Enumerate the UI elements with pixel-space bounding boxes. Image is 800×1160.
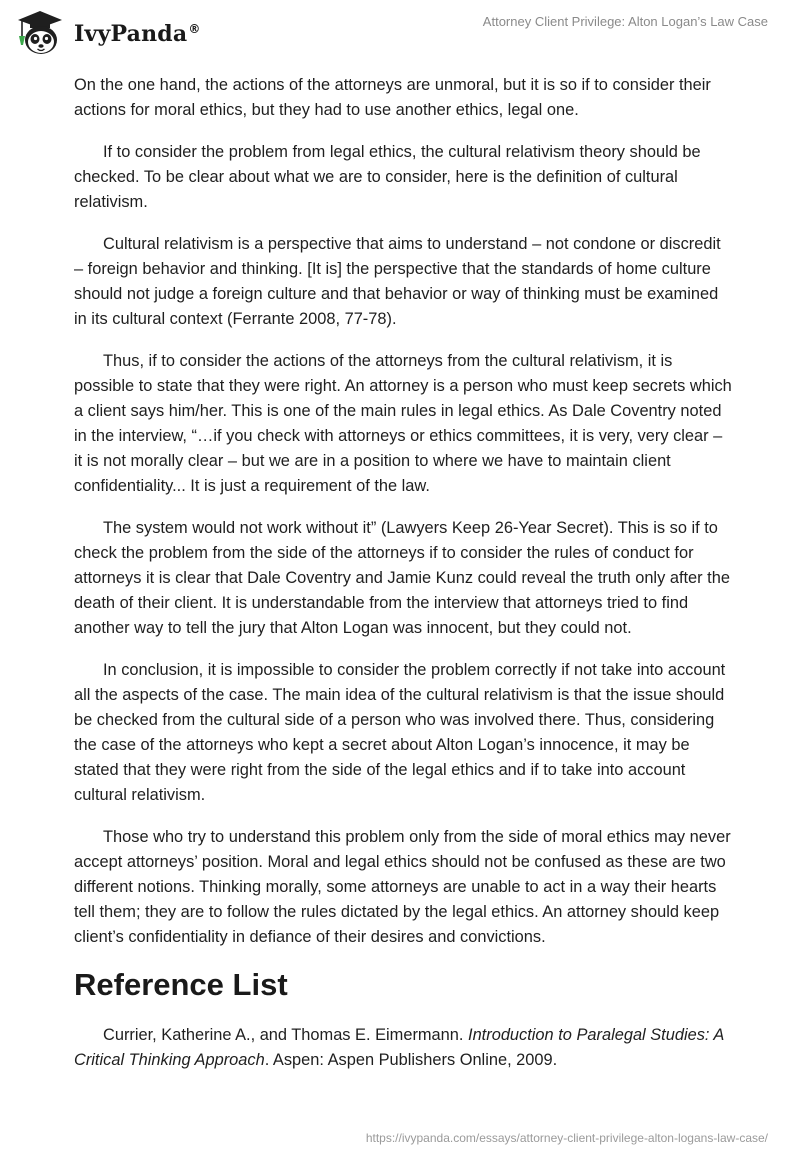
essay-paragraph-2: If to consider the problem from legal ethics, the cultural relativism theory should be checked. To be clear about what we are to consider, here is the definition of cultural relativism. [74,143,701,211]
essay-paragraph-5: The system would not work without it” (Lawyers Keep 26-Year Secret). This is so if to check the problem from the side of the attorneys if to consider the rules of conduct for attorneys it is clear that Dale Coventry and Jamie Kunz could reveal the truth only after the death of their client. It is understandable from the interview that attorneys tried to find another way to tell the jury that Alton Logan was innocent, but they could not. [74,519,730,637]
brand-logo[interactable] [14,8,201,58]
brand-name: IvyPanda® [74,21,201,47]
reference-title: Introduction to Paralegal Studies: A Critical Thinking Approach [74,1026,724,1069]
reference-authors: Currier, Katherine A., and Thomas E. Eimermann. [103,1026,469,1044]
page-header [0,0,800,70]
source-url[interactable]: https://ivypanda.com/essays/attorney-client-privilege-alton-logans-law-case/ [365,1131,768,1145]
essay-paragraph-1: On the one hand, the actions of the attorneys are unmoral, but it is so if to consider their actions for moral ethics, but they had to use another ethics, legal one. [74,76,711,119]
essay-paragraph-6: In conclusion, it is impossible to consider the problem correctly if not take into account all the aspects of the case. The main idea of the cultural relativism is that the issue should be checked from the cultural side of a person who was involved there. Thus, considering the case of the attorneys who kept a secret about Alton Logan’s innocence, it may be stated that they were right from the side of the legal ethics and if to take into account cultural relativism. [74,661,726,804]
essay-quote-paragraph: Cultural relativism is a perspective that aims to understand – not condone or discredit – foreign behavior and thinking. [It is] the perspective that the standards of home culture should not judge a foreign culture and that behavior or way of thinking must be examined in its cultural context (Ferrante 2008, 77-78). [74,235,721,328]
page-title: Attorney Client Privilege: Alton Logan’s Law Case [482,14,768,29]
panda-graduate-icon [14,9,66,57]
essay-paragraph-7: Those who try to understand this problem only from the side of moral ethics may never accept attorneys’ position. Moral and legal ethics should not be confused as these are two different notions. Thinking morally, some attorneys are unable to act in a way their hearts tell them; they are to follow the rules dictated by the legal ethics. An attorney should keep client’s confidentiality in defiance of their desires and convictions. [74,828,731,946]
essay-paragraph-4: Thus, if to consider the actions of the attorneys from the cultural relativism, it is possible to state that they were right. An attorney is a person who must keep secrets which a client says him/her. This is one of the main rules in legal ethics. As Dale Coventry noted in the interview, “…if you check with attorneys or ethics committees, it is very, very clear – it is not morally clear – but we are in a position to where we have to maintain client confidentiality... It is just a requirement of the law. [74,352,732,495]
reference-list-heading: Reference List [74,967,288,1002]
reference-entry [74,1023,734,1073]
reference-publisher: . Aspen: Aspen Publishers Online, 2009. [264,1051,558,1069]
essay-body [74,73,734,1073]
